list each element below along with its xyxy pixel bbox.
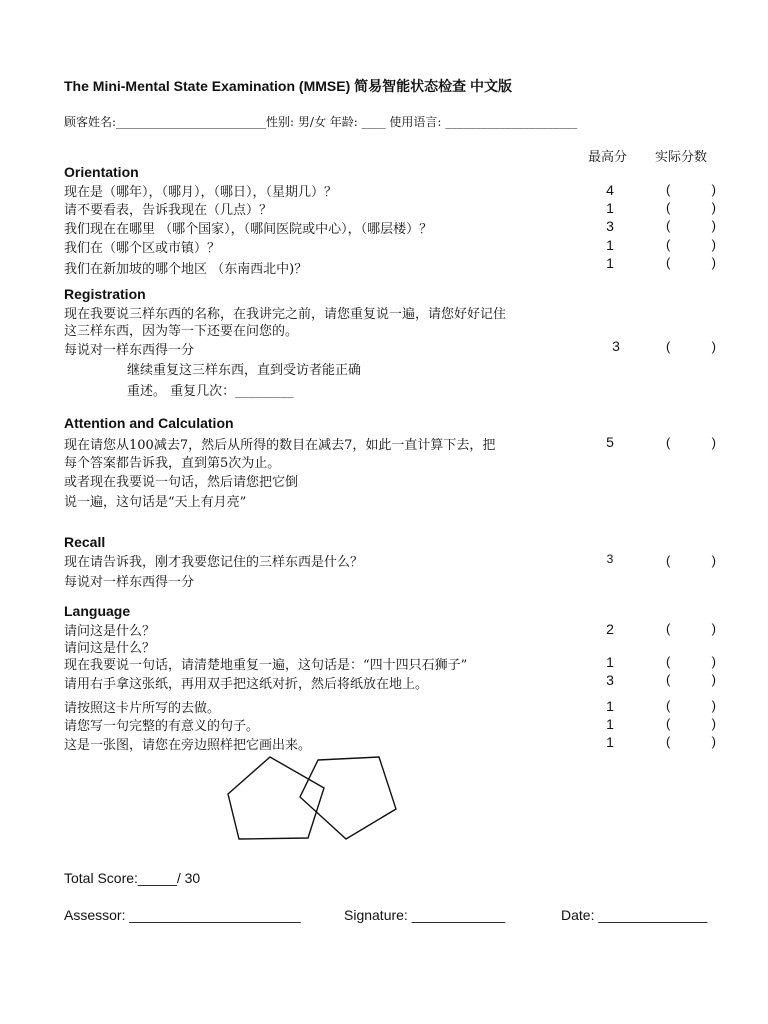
max-score: 1: [606, 200, 614, 216]
attention-text: 说一遍，这句话是“天上有月亮”: [64, 495, 247, 510]
slot-open: (: [666, 621, 671, 636]
intersecting-pentagons-figure: [222, 752, 402, 847]
recall-heading: Recall: [64, 534, 106, 550]
actual-score-slot[interactable]: [666, 672, 716, 687]
slot-close: ): [711, 716, 716, 731]
actual-score-slot[interactable]: [666, 435, 716, 450]
total-score-field[interactable]: Total Score:_____/ 30: [64, 870, 201, 886]
slot-open: (: [666, 435, 671, 450]
slot-close: ): [711, 553, 716, 568]
language-question: 请问这是什么？: [64, 624, 156, 639]
slot-open: (: [666, 237, 671, 252]
slot-close: ): [711, 218, 716, 233]
orientation-question: 我们在新加坡的哪个地区 （东南西北中)？: [64, 262, 308, 277]
actual-score-slot[interactable]: [666, 716, 716, 731]
slot-close: ): [711, 182, 716, 197]
attention-text: 或者现在我要说一句话，然后请您把它倒: [64, 475, 299, 490]
slot-close: ): [711, 654, 716, 669]
slot-open: (: [666, 339, 671, 354]
actual-score-slot[interactable]: [666, 339, 716, 354]
actual-score-slot[interactable]: [666, 734, 716, 749]
form-title: The Mini-Mental State Examination (MMSE) 简易智能状态检查 中文版: [64, 78, 513, 94]
patient-info-line: 顾客姓名:_________________________性别: 男/女 年龄: ____ 使用语言: ______________________: [64, 115, 578, 129]
max-score-header: 最高分: [588, 150, 628, 165]
actual-score-slot[interactable]: [666, 621, 716, 636]
max-score: 3: [612, 338, 620, 354]
orientation-question: 我们在（哪个区或市镇）？: [64, 241, 221, 256]
max-score: 1: [606, 237, 614, 253]
registration-text: 现在我要说三样东西的名称，在我讲完之前，请您重复说一遍，请您好好记住: [64, 307, 507, 322]
slot-open: (: [666, 672, 671, 687]
language-question: 请按照这卡片所写的去做。: [64, 701, 221, 716]
attention-text: 现在请您从100减去7，然后从所得的数目在减去7，如此一直计算下去，把: [64, 438, 496, 453]
slot-close: ): [711, 200, 716, 215]
language-question: 请问这是什么？: [64, 641, 156, 656]
slot-close: ): [711, 237, 716, 252]
actual-score-slot[interactable]: [666, 218, 716, 233]
orientation-question: 请不要看表，告诉我现在（几点）？: [64, 203, 273, 218]
language-question: 现在我要说一句话，请清楚地重复一遍，这句话是：“四十四只石狮子”: [64, 658, 468, 673]
actual-score-slot[interactable]: [666, 255, 716, 270]
recall-text: 每说对一样东西得一分: [64, 575, 195, 590]
date-field[interactable]: Date: ______________: [561, 907, 708, 923]
max-score: 3: [606, 672, 614, 688]
max-score: 1: [606, 255, 614, 271]
slot-close: ): [711, 672, 716, 687]
orientation-question: 现在是（哪年），（哪月），（哪日），（星期几）？: [64, 185, 338, 200]
registration-text: 重述。 重复几次：_________: [127, 384, 294, 399]
orientation-question: 我们现在在哪里 （哪个国家），（哪间医院或中心），（哪层楼）？: [64, 222, 433, 237]
actual-score-slot[interactable]: [666, 698, 716, 713]
max-score: 1: [606, 698, 614, 714]
assessor-field[interactable]: Assessor: ______________________: [64, 907, 301, 923]
pentagon-left: [228, 757, 324, 839]
actual-score-slot[interactable]: [666, 553, 716, 568]
signature-field[interactable]: Signature: ____________: [344, 907, 506, 923]
attention-heading: Attention and Calculation: [64, 415, 234, 431]
max-score: 2: [606, 621, 614, 637]
language-question: 这是一张图，请您在旁边照样把它画出来。: [64, 738, 312, 753]
attention-text: 每个答案都告诉我，直到第5次为止。: [64, 456, 281, 471]
actual-score-header: 实际分数: [655, 150, 708, 165]
slot-open: (: [666, 553, 671, 568]
language-heading: Language: [64, 603, 131, 619]
language-question: 请用右手拿这张纸，再用双手把这纸对折，然后将纸放在地上。: [64, 677, 429, 692]
actual-score-slot[interactable]: [666, 200, 716, 215]
slot-close: ): [711, 698, 716, 713]
slot-open: (: [666, 182, 671, 197]
slot-open: (: [666, 255, 671, 270]
actual-score-slot[interactable]: [666, 182, 716, 197]
registration-text: 每说对一样东西得一分: [64, 343, 195, 358]
max-score: 1: [606, 654, 614, 670]
max-score: 3: [606, 552, 614, 566]
slot-close: ): [711, 734, 716, 749]
actual-score-slot[interactable]: [666, 237, 716, 252]
slot-open: (: [666, 716, 671, 731]
slot-open: (: [666, 698, 671, 713]
registration-text: 这三样东西，因为等一下还要在问您的。: [64, 324, 299, 339]
slot-open: (: [666, 218, 671, 233]
slot-open: (: [666, 200, 671, 215]
registration-heading: Registration: [64, 286, 146, 302]
max-score: 4: [606, 182, 614, 198]
slot-open: (: [666, 734, 671, 749]
recall-text: 现在请告诉我，刚才我要您记住的三样东西是什么？: [64, 555, 364, 570]
slot-close: ): [711, 255, 716, 270]
slot-open: (: [666, 654, 671, 669]
orientation-heading: Orientation: [64, 164, 139, 180]
registration-text: 继续重复这三样东西，直到受访者能正确: [127, 363, 362, 378]
slot-close: ): [711, 621, 716, 636]
pentagon-right: [300, 757, 396, 839]
language-question: 请您写一句完整的有意义的句子。: [64, 719, 260, 734]
max-score: 1: [606, 734, 614, 750]
max-score: 5: [606, 434, 614, 450]
max-score: 1: [606, 716, 614, 732]
slot-close: ): [711, 339, 716, 354]
actual-score-slot[interactable]: [666, 654, 716, 669]
slot-close: ): [711, 435, 716, 450]
max-score: 3: [606, 218, 614, 234]
